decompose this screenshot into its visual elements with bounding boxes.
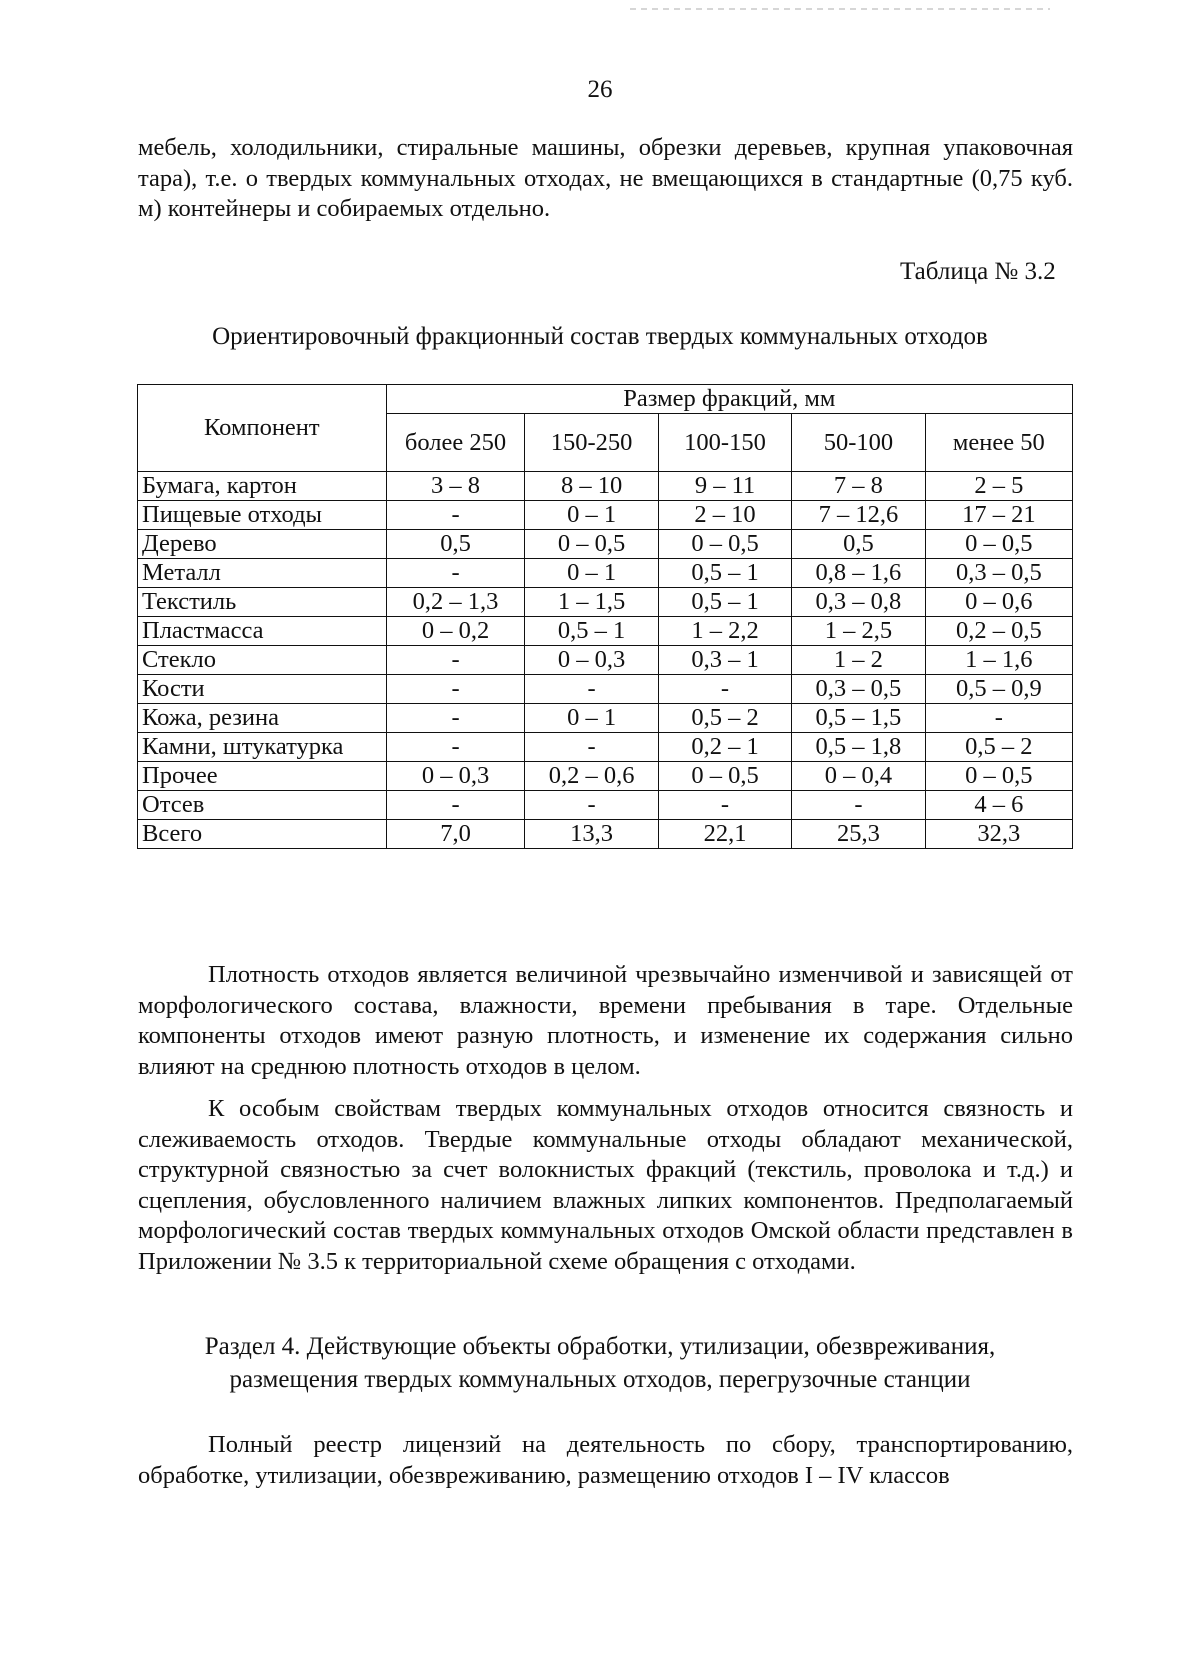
table-row	[138, 791, 1073, 820]
component-cell: Кости	[138, 675, 387, 704]
table-row	[138, 501, 1073, 530]
value-cell: 0,8 – 1,6	[792, 559, 925, 588]
table-row	[138, 762, 1073, 791]
value-cell: -	[386, 733, 525, 762]
value-cell: 0 – 1	[525, 501, 658, 530]
size-header: менее 50	[925, 414, 1072, 472]
value-cell: 2 – 10	[658, 501, 791, 530]
value-cell: 0 – 0,5	[925, 530, 1072, 559]
component-cell: Бумага, картон	[138, 472, 387, 501]
value-cell: 0,2 – 1	[658, 733, 791, 762]
table-row	[138, 704, 1073, 733]
value-cell: 0 – 0,5	[658, 762, 791, 791]
value-cell: 0,2 – 1,3	[386, 588, 525, 617]
component-cell: Металл	[138, 559, 387, 588]
size-header: более 250	[386, 414, 525, 472]
section-heading-line: размещения твердых коммунальных отходов, перегрузочные станции	[229, 1366, 971, 1393]
value-cell: -	[525, 791, 658, 820]
value-cell: -	[386, 675, 525, 704]
value-cell: -	[658, 791, 791, 820]
table-row	[138, 472, 1073, 501]
value-cell: 7,0	[386, 820, 525, 849]
value-cell: 2 – 5	[925, 472, 1072, 501]
value-cell: 0,5 – 1,5	[792, 704, 925, 733]
value-cell: -	[525, 675, 658, 704]
value-cell: 7 – 8	[792, 472, 925, 501]
value-cell: 1 – 1,5	[525, 588, 658, 617]
value-cell: 13,3	[525, 820, 658, 849]
table-row	[138, 646, 1073, 675]
group-header: Размер фракций, мм	[386, 385, 1072, 414]
value-cell: 0,5 – 1,8	[792, 733, 925, 762]
value-cell: -	[658, 675, 791, 704]
value-cell: 0,5 – 2	[658, 704, 791, 733]
value-cell: 0 – 0,3	[386, 762, 525, 791]
body-paragraph: Полный реестр лицензий на деятельность по сбору, транспортированию, обработке, утилизации, обезвреживанию, размещению отходов I – IV классов	[138, 1431, 1073, 1489]
table-row	[138, 588, 1073, 617]
value-cell: -	[525, 733, 658, 762]
table-body	[138, 472, 1073, 849]
value-cell: 0 – 0,5	[525, 530, 658, 559]
component-cell: Пищевые отходы	[138, 501, 387, 530]
table-header-row	[138, 385, 1073, 414]
value-cell: -	[792, 791, 925, 820]
section-heading-line: Раздел 4. Действующие объекты обработки, утилизации, обезвреживания,	[204, 1333, 996, 1360]
table-row	[138, 733, 1073, 762]
table-row	[138, 675, 1073, 704]
value-cell: 0,3 – 0,5	[925, 559, 1072, 588]
value-cell: 1 – 2,5	[792, 617, 925, 646]
value-cell: 0,2 – 0,6	[525, 762, 658, 791]
value-cell: -	[386, 559, 525, 588]
value-cell: 8 – 10	[525, 472, 658, 501]
value-cell: 0,5	[386, 530, 525, 559]
value-cell: 0,5 – 0,9	[925, 675, 1072, 704]
component-cell: Отсев	[138, 791, 387, 820]
value-cell: 9 – 11	[658, 472, 791, 501]
value-cell: 0,5 – 2	[925, 733, 1072, 762]
page-number: 26	[587, 76, 613, 103]
value-cell: 0 – 0,3	[525, 646, 658, 675]
component-cell: Всего	[138, 820, 387, 849]
value-cell: 1 – 2,2	[658, 617, 791, 646]
value-cell: -	[386, 646, 525, 675]
value-cell: 0,5 – 1	[658, 559, 791, 588]
value-cell: -	[386, 501, 525, 530]
table-title: Ориентировочный фракционный состав твердых коммунальных отходов	[212, 323, 988, 350]
value-cell: 0,3 – 0,5	[792, 675, 925, 704]
fraction-table	[137, 384, 1073, 849]
size-header: 150-250	[525, 414, 658, 472]
value-cell: 17 – 21	[925, 501, 1072, 530]
component-cell: Дерево	[138, 530, 387, 559]
size-header: 50-100	[792, 414, 925, 472]
value-cell: 0,3 – 1	[658, 646, 791, 675]
value-cell: 0 – 0,5	[658, 530, 791, 559]
value-cell: -	[925, 704, 1072, 733]
value-cell: 0 – 0,2	[386, 617, 525, 646]
body-paragraph: К особым свойствам твердых коммунальных отходов относится связность и слеживаемость отходов. Твердые коммунальные отходы обладают механической, структурной связностью за счет волокнистых фракций (текстиль, проволока и т.д.) и сцепления, обусловленного наличием влажных липких компонентов. Предполагаемый морфологический состав твердых коммунальных отходов Омской области представлен в Приложении № 3.5 к территориальной схеме обращения с отходами.	[138, 1095, 1073, 1275]
scan-artifact	[630, 8, 1050, 10]
table-row	[138, 820, 1073, 849]
component-cell: Прочее	[138, 762, 387, 791]
value-cell: 0 – 0,4	[792, 762, 925, 791]
value-cell: 0 – 0,5	[925, 762, 1072, 791]
value-cell: 25,3	[792, 820, 925, 849]
value-cell: 3 – 8	[386, 472, 525, 501]
table-row	[138, 617, 1073, 646]
value-cell: 7 – 12,6	[792, 501, 925, 530]
value-cell: -	[386, 791, 525, 820]
component-header: Компонент	[138, 385, 387, 472]
value-cell: 0 – 0,6	[925, 588, 1072, 617]
table-row	[138, 530, 1073, 559]
value-cell: 0,5 – 1	[658, 588, 791, 617]
value-cell: 32,3	[925, 820, 1072, 849]
value-cell: 22,1	[658, 820, 791, 849]
size-header: 100-150	[658, 414, 791, 472]
table-row	[138, 559, 1073, 588]
value-cell: 1 – 1,6	[925, 646, 1072, 675]
value-cell: 0,2 – 0,5	[925, 617, 1072, 646]
value-cell: 0 – 1	[525, 559, 658, 588]
component-cell: Пластмасса	[138, 617, 387, 646]
value-cell: 0,3 – 0,8	[792, 588, 925, 617]
component-cell: Текстиль	[138, 588, 387, 617]
value-cell: 1 – 2	[792, 646, 925, 675]
section-heading	[0, 1330, 1200, 1396]
component-cell: Стекло	[138, 646, 387, 675]
value-cell: -	[386, 704, 525, 733]
component-cell: Кожа, резина	[138, 704, 387, 733]
intro-paragraph: мебель, холодильники, стиральные машины, обрезки деревьев, крупная упаковочная тара), т.е. о твердых коммунальных отходах, не вмещающихся в стандартные (0,75 куб. м) контейнеры и собираемых отдельно.	[138, 134, 1073, 222]
body-paragraph: Плотность отходов является величиной чрезвычайно изменчивой и зависящей от морфологического состава, влажности, времени пребывания в таре. Отдельные компоненты отходов имеют разную плотность, и изменение их содержания сильно влияют на среднюю плотность отходов в целом.	[138, 961, 1073, 1080]
value-cell: 4 – 6	[925, 791, 1072, 820]
component-cell: Камни, штукатурка	[138, 733, 387, 762]
value-cell: 0,5 – 1	[525, 617, 658, 646]
value-cell: 0 – 1	[525, 704, 658, 733]
table-label: Таблица № 3.2	[900, 258, 1056, 285]
value-cell: 0,5	[792, 530, 925, 559]
